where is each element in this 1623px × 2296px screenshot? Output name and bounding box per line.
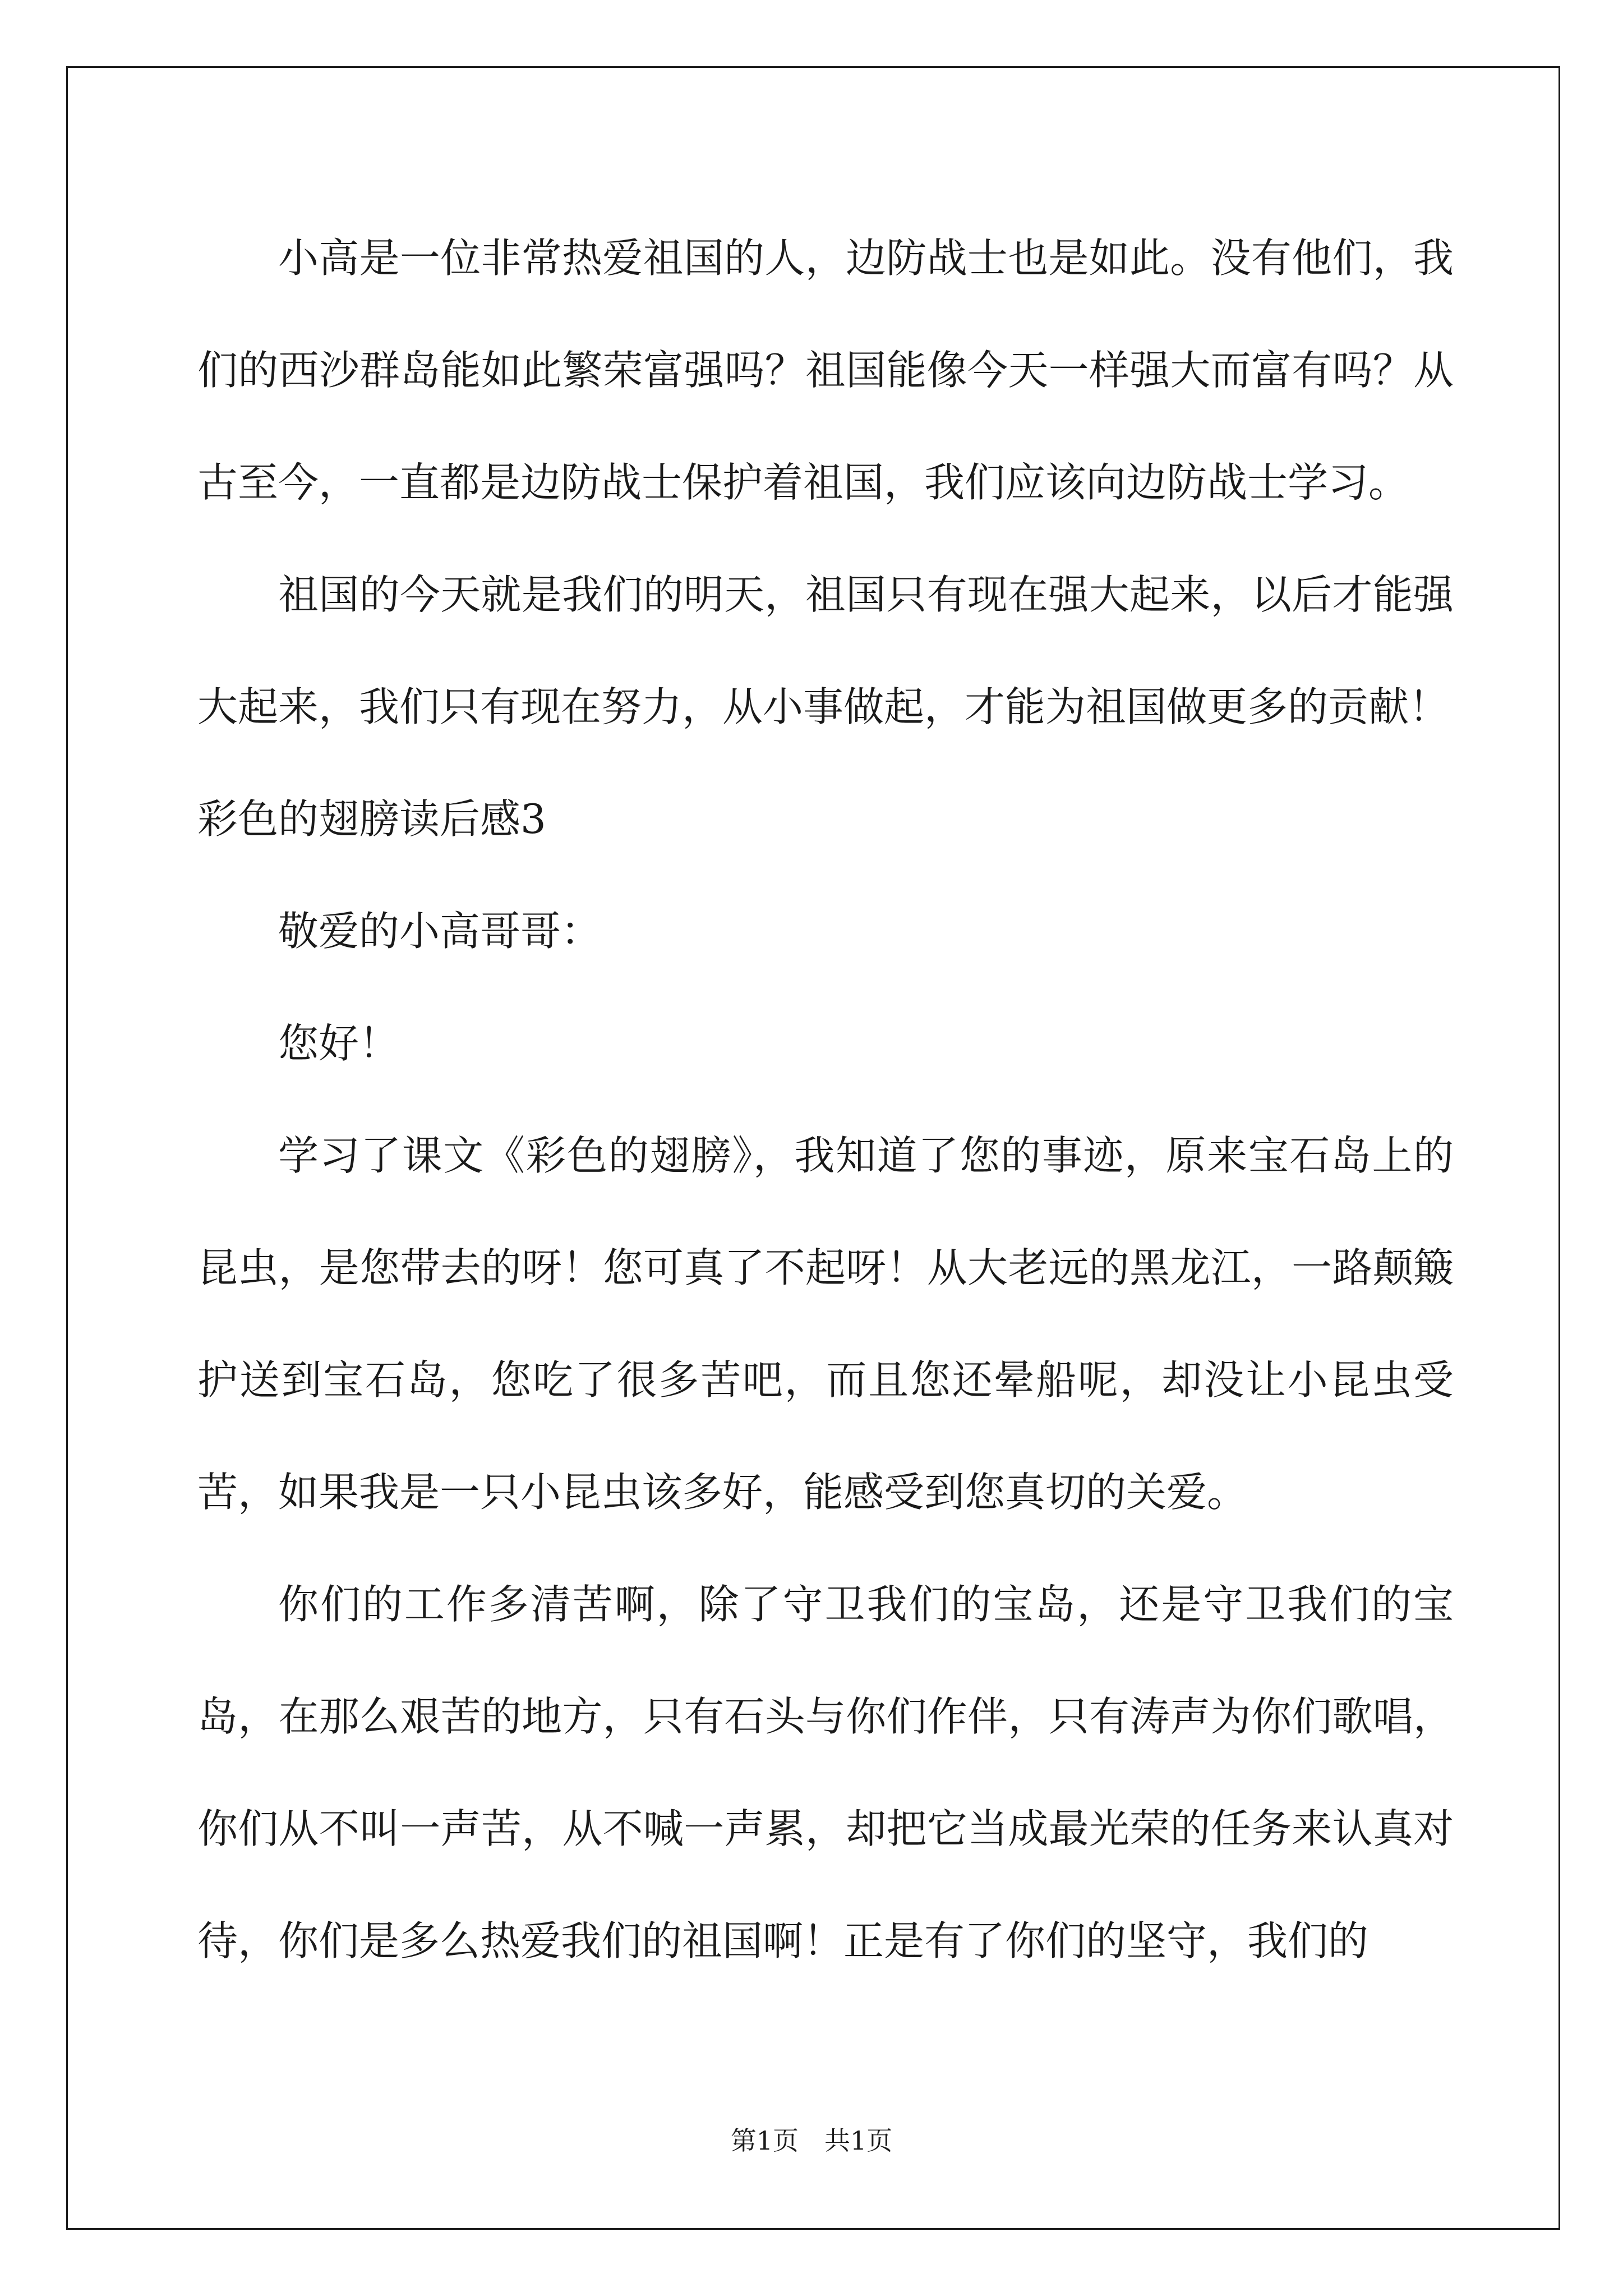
- paragraph-3: 学习了课文《彩色的翅膀》，我知道了您的事迹，原来宝石岛上的昆虫，是您带去的呀！您可真了不起呀！从大老远的黑龙江，一路颠簸护送到宝石岛，您吃了很多苦吧，而且您还晕船呢，却没让小昆虫受苦，如果我是一只小昆虫该多好，能感受到您真切的关爱。: [197, 1132, 1454, 1516]
- salutation: 敬爱的小高哥哥：: [278, 908, 602, 955]
- paragraph-1: 小高是一位非常热爱祖国的人，边防战士也是如此。没有他们，我们的西沙群岛能如此繁荣富强吗？祖国能像今天一样强大而富有吗？从古至今，一直都是边防战士保护着祖国，我们应该向边防战士学习。: [197, 234, 1454, 506]
- document-body: [197, 202, 1454, 1997]
- paragraph-4: 你们的工作多清苦啊，除了守卫我们的宝岛，还是守卫我们的宝岛，在那么艰苦的地方，只有石头与你们作伴，只有涛声为你们歌唱，你们从不叫一声苦，从不喊一声累，却把它当成最光荣的任务来认真对待，你们是多么热爱我们的祖国啊！正是有了你们的坚守，我们的: [197, 1581, 1454, 1964]
- section-heading: 彩色的翅膀读后感3: [197, 795, 546, 843]
- greeting: 您好！: [278, 1020, 400, 1067]
- page-footer: 第1页 共1页: [730, 2125, 893, 2156]
- paragraph-2: 祖国的今天就是我们的明天，祖国只有现在强大起来，以后才能强大起来，我们只有现在努力，从小事做起，才能为祖国做更多的贡献！: [197, 571, 1454, 730]
